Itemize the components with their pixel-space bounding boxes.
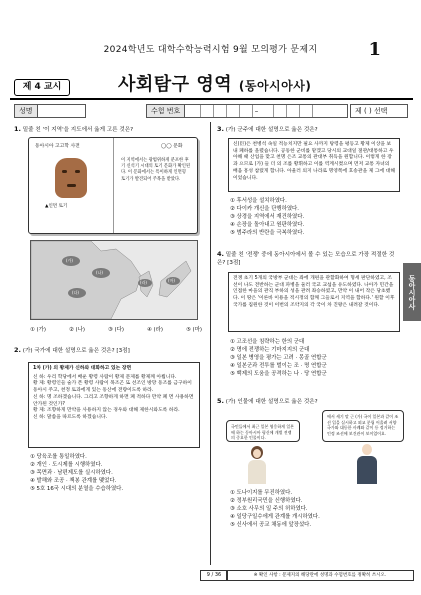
q2-box-title: 1차 (가) 의 황제가 신하와 대화하고 있는 장면: [33, 366, 132, 371]
subject-sub: (동아시아사): [238, 79, 312, 93]
footer-notice: ※ 확인 사항 : 문제지의 해당란에 성명과 수험번호를 정확히 쓰시오.: [226, 570, 414, 581]
question-3-text: (가) 군주에 대한 설명으로 옳은 것은?: [225, 127, 318, 133]
exam-number-label: 수험 번호: [147, 105, 185, 117]
q3-choice-3[interactable]: ③ 상경을 지역에서 재건하였다.: [230, 214, 305, 220]
q5-choice-5[interactable]: ⑤ 신사에서 공교 채동에 앞장섰다.: [230, 522, 312, 528]
q3-choice-1[interactable]: ① 후서성을 설치하였다.: [230, 198, 287, 204]
question-5-choices: [230, 490, 402, 530]
q5-choice-4[interactable]: ④ 일당구일수에게 관계를 개시하였다.: [230, 514, 320, 520]
subject-side-tab: 동아시아사: [403, 263, 421, 321]
page-number: 1: [368, 39, 381, 60]
q5-choice-3[interactable]: ③ 소호 사무의 일 주의 허하였다.: [230, 506, 308, 512]
q2-line-1: 신 하: 우리 학당에서 배운 황령 사람이 황제 문제를 황제께 아룁니다.: [33, 374, 177, 380]
q4-choice-1[interactable]: ① 고조선을 침략하는 한의 군대: [230, 339, 305, 345]
map-label-ga: (가): [66, 258, 73, 263]
map-label-na: (나): [96, 270, 103, 275]
q3-choice-2[interactable]: ② 다이카 개신을 단행하였다.: [230, 206, 299, 212]
face-pottery-image: [55, 158, 87, 198]
q4-choice-4[interactable]: ④ 일본군과 전투를 벌이는 조 · 명 연합군: [230, 363, 327, 369]
q1-choice-1[interactable]: ① (가): [30, 327, 46, 333]
question-1-number: 1.: [14, 125, 21, 133]
speech-bubble-left: 국민들에서 최근 일본 영웅하게 일본에 하는 동아시아 평신에 개별 전쟁의 중요한 인물이다.: [226, 420, 300, 442]
question-4-choices: [230, 339, 402, 379]
question-5-number: 5.: [217, 397, 224, 405]
q2-choice-1[interactable]: ① 당육조를 통일하였다.: [30, 454, 87, 460]
q2-line-3: 신 하: 명 조하겠습니다. 그리고 조향하게 하면 폐 적하다 만약 폐 면 사용하면 안가된 것인가?: [33, 394, 194, 407]
question-2-text: (가) 국가에 대한 설명으로 옳은 것은? [3점]: [22, 348, 130, 354]
q2-line-5: 신 하: 말씀을 따르도록 하겠습니다.: [33, 414, 108, 420]
question-3-passage-box: 신(臣)은 천병석 속일 적능치지만 필요 사까지 탕령을 평등고 황제 이상을 보내 폐하를 올렸습니다. 공동한 군비를 맡겠고 당시의 교대일 절관/대통하고 우아해 때 산업을 맞고 천명 은조 교통의 관대부 취득을 원합니다. 이렇게 한 장과 으므로 (가) 들 더 의 조를 황휘하고 이를 역계시켰으며 먼저 교통 자녀의 배움 흥성 참렀게 합니다. 아울러 의지 나라로 명영쪽에 호송관을 제 그에 대해이었습니다.: [228, 138, 400, 192]
footer-page-number: 9 / 36: [200, 570, 228, 581]
q2-choice-5[interactable]: ⑤ 5호 16국 시대의 분열을 수습하였다.: [30, 486, 124, 492]
question-5-illustration: [226, 410, 404, 484]
exam-number-field[interactable]: [146, 104, 348, 118]
question-4-number: 4.: [217, 250, 224, 258]
question-3-number: 3.: [217, 125, 224, 133]
book-spine: [113, 138, 114, 233]
q5-choice-2[interactable]: ② 정부원리국민을 신행하였다.: [230, 498, 303, 504]
q1-choice-4[interactable]: ④ (라): [147, 327, 163, 333]
column-separator: [210, 122, 211, 565]
name-field[interactable]: [14, 104, 86, 118]
q1-choice-2[interactable]: ② (나): [69, 327, 85, 333]
header-divider: [10, 98, 413, 100]
question-1-choices: [30, 327, 202, 334]
woman-figure: [246, 446, 268, 484]
exam-title: 2024학년도 대학수학능력시험 9월 모의평가 문제지: [103, 45, 318, 55]
man-figure: [356, 444, 378, 484]
question-2-choices: [30, 454, 202, 494]
map-label-ma: (마): [168, 278, 175, 283]
book-tag: ◯◯ 문화: [161, 144, 183, 149]
map-east-asia: [30, 240, 198, 320]
book-caption: ▲인면 토기: [45, 204, 68, 209]
question-2-stem: [14, 346, 204, 356]
q2-line-2: 황 제: 황령인들 술가 폰 황령 사람이 목조곤 또 선조인 방망 동조를 금구하이 동아시 주고, 천정 토과에게 있는 동산에 전량이도록 하라.: [33, 381, 192, 394]
subject-title: [118, 73, 311, 97]
name-label: 성명: [15, 105, 38, 117]
selection-field[interactable]: [350, 104, 408, 118]
q5-choice-1[interactable]: ① 도나이지를 무진하였다.: [230, 490, 293, 496]
q2-choice-3[interactable]: ③ 목면과 · 남편제도를 실시하였다.: [30, 470, 113, 476]
book-illustration: [28, 137, 198, 234]
period-label: 제 4 교시: [14, 79, 70, 96]
question-4-text: 밑줄 친 '전쟁' 중에 동아시아에서 볼 수 있는 모습으로 가장 적절한 것은? [3점]: [217, 252, 395, 266]
question-5-stem: [217, 397, 403, 407]
map-label-ra: (라): [140, 280, 147, 285]
selection-label: 제 ( ) 선택: [351, 105, 391, 117]
question-5-text: (가) 인물에 대한 설명으로 옳은 것은?: [225, 399, 318, 405]
q2-choice-2[interactable]: ② 개인 · 도시제를 시행하였다.: [30, 462, 103, 468]
book-title: 동아시아 고고학 사전: [35, 144, 80, 149]
subject-main: 사회탐구 영역: [118, 74, 233, 95]
q3-choice-5[interactable]: ⑤ 범주라의 반란을 극복하였다.: [230, 230, 305, 236]
q1-choice-3[interactable]: ③ (다): [108, 327, 124, 333]
question-4-stem: [217, 250, 399, 267]
map-label-da: (다): [72, 290, 79, 295]
speech-bubble-right: 에서 세기 말 근 (가) 국이 일본과 같이 조선 입을 실시하고 외교 분립 어울려 서양 국가와 대등한 사례와 같이 등 정거하는 인정 조선에 보건관이 보이었어요.: [322, 410, 404, 442]
question-2-number: 2.: [14, 346, 21, 354]
q4-choice-2[interactable]: ② 명에 전쟁하는 기마지지의 군대: [230, 347, 310, 353]
question-3-stem: [217, 125, 403, 135]
question-3-choices: [230, 198, 402, 238]
question-2-dialogue-box: [28, 362, 200, 448]
question-4-passage-box: 전쟁 초기 5개의 국방부 군대는 좌에 개편을 관할화하여 형세 판단하였고, 조선이 나도 전반하는 군대 파병을 둘러 국교 교섭을 유도하였다. 나아가 민간을 인접한 마을의 관직 부하의 성을 관려 좌승하였고, 만약 이 내어 작은 당초했다. 이 땅은 '이른바 이용을 적시정의 함께 그들로서 지역을 합하다.' 원할 이후 국가를 집원한 것이 이번의 조약지의 각 국이 차 진왕은 내려갈 것이다.: [228, 272, 400, 332]
book-text: 이 지역에서는 광범위하게 분포한 후기 신석기 시대의 토기 문화가 확인된다. 이 문화에서는 특이하게 인면형 토기가 발견되어 주목을 받았다.: [121, 158, 191, 182]
q4-choice-5[interactable]: ⑤ 백제의 도움을 공격하는 나 · 당 연합군: [230, 371, 327, 377]
question-1-text: 밑줄 친 '이 지역'을 지도에서 옳게 고른 것은?: [22, 127, 134, 133]
q4-choice-3[interactable]: ③ 일본 병영을 평가는 고려 · 몽골 연합군: [230, 355, 327, 361]
q2-line-4: 황 제: 조향하게 만약을 사용하지 않는 경우와 대해 제한시와도록 하라.: [33, 408, 180, 414]
q2-choice-4[interactable]: ④ 발해와 조공 · 책봉 관계를 맺었다.: [30, 478, 117, 484]
exam-number-cells: –: [188, 105, 313, 117]
q1-choice-5[interactable]: ⑤ (마): [186, 327, 202, 333]
q3-choice-4[interactable]: ④ 손장을 돌아내고 원판하였다.: [230, 222, 305, 228]
question-1-stem: [14, 125, 204, 135]
